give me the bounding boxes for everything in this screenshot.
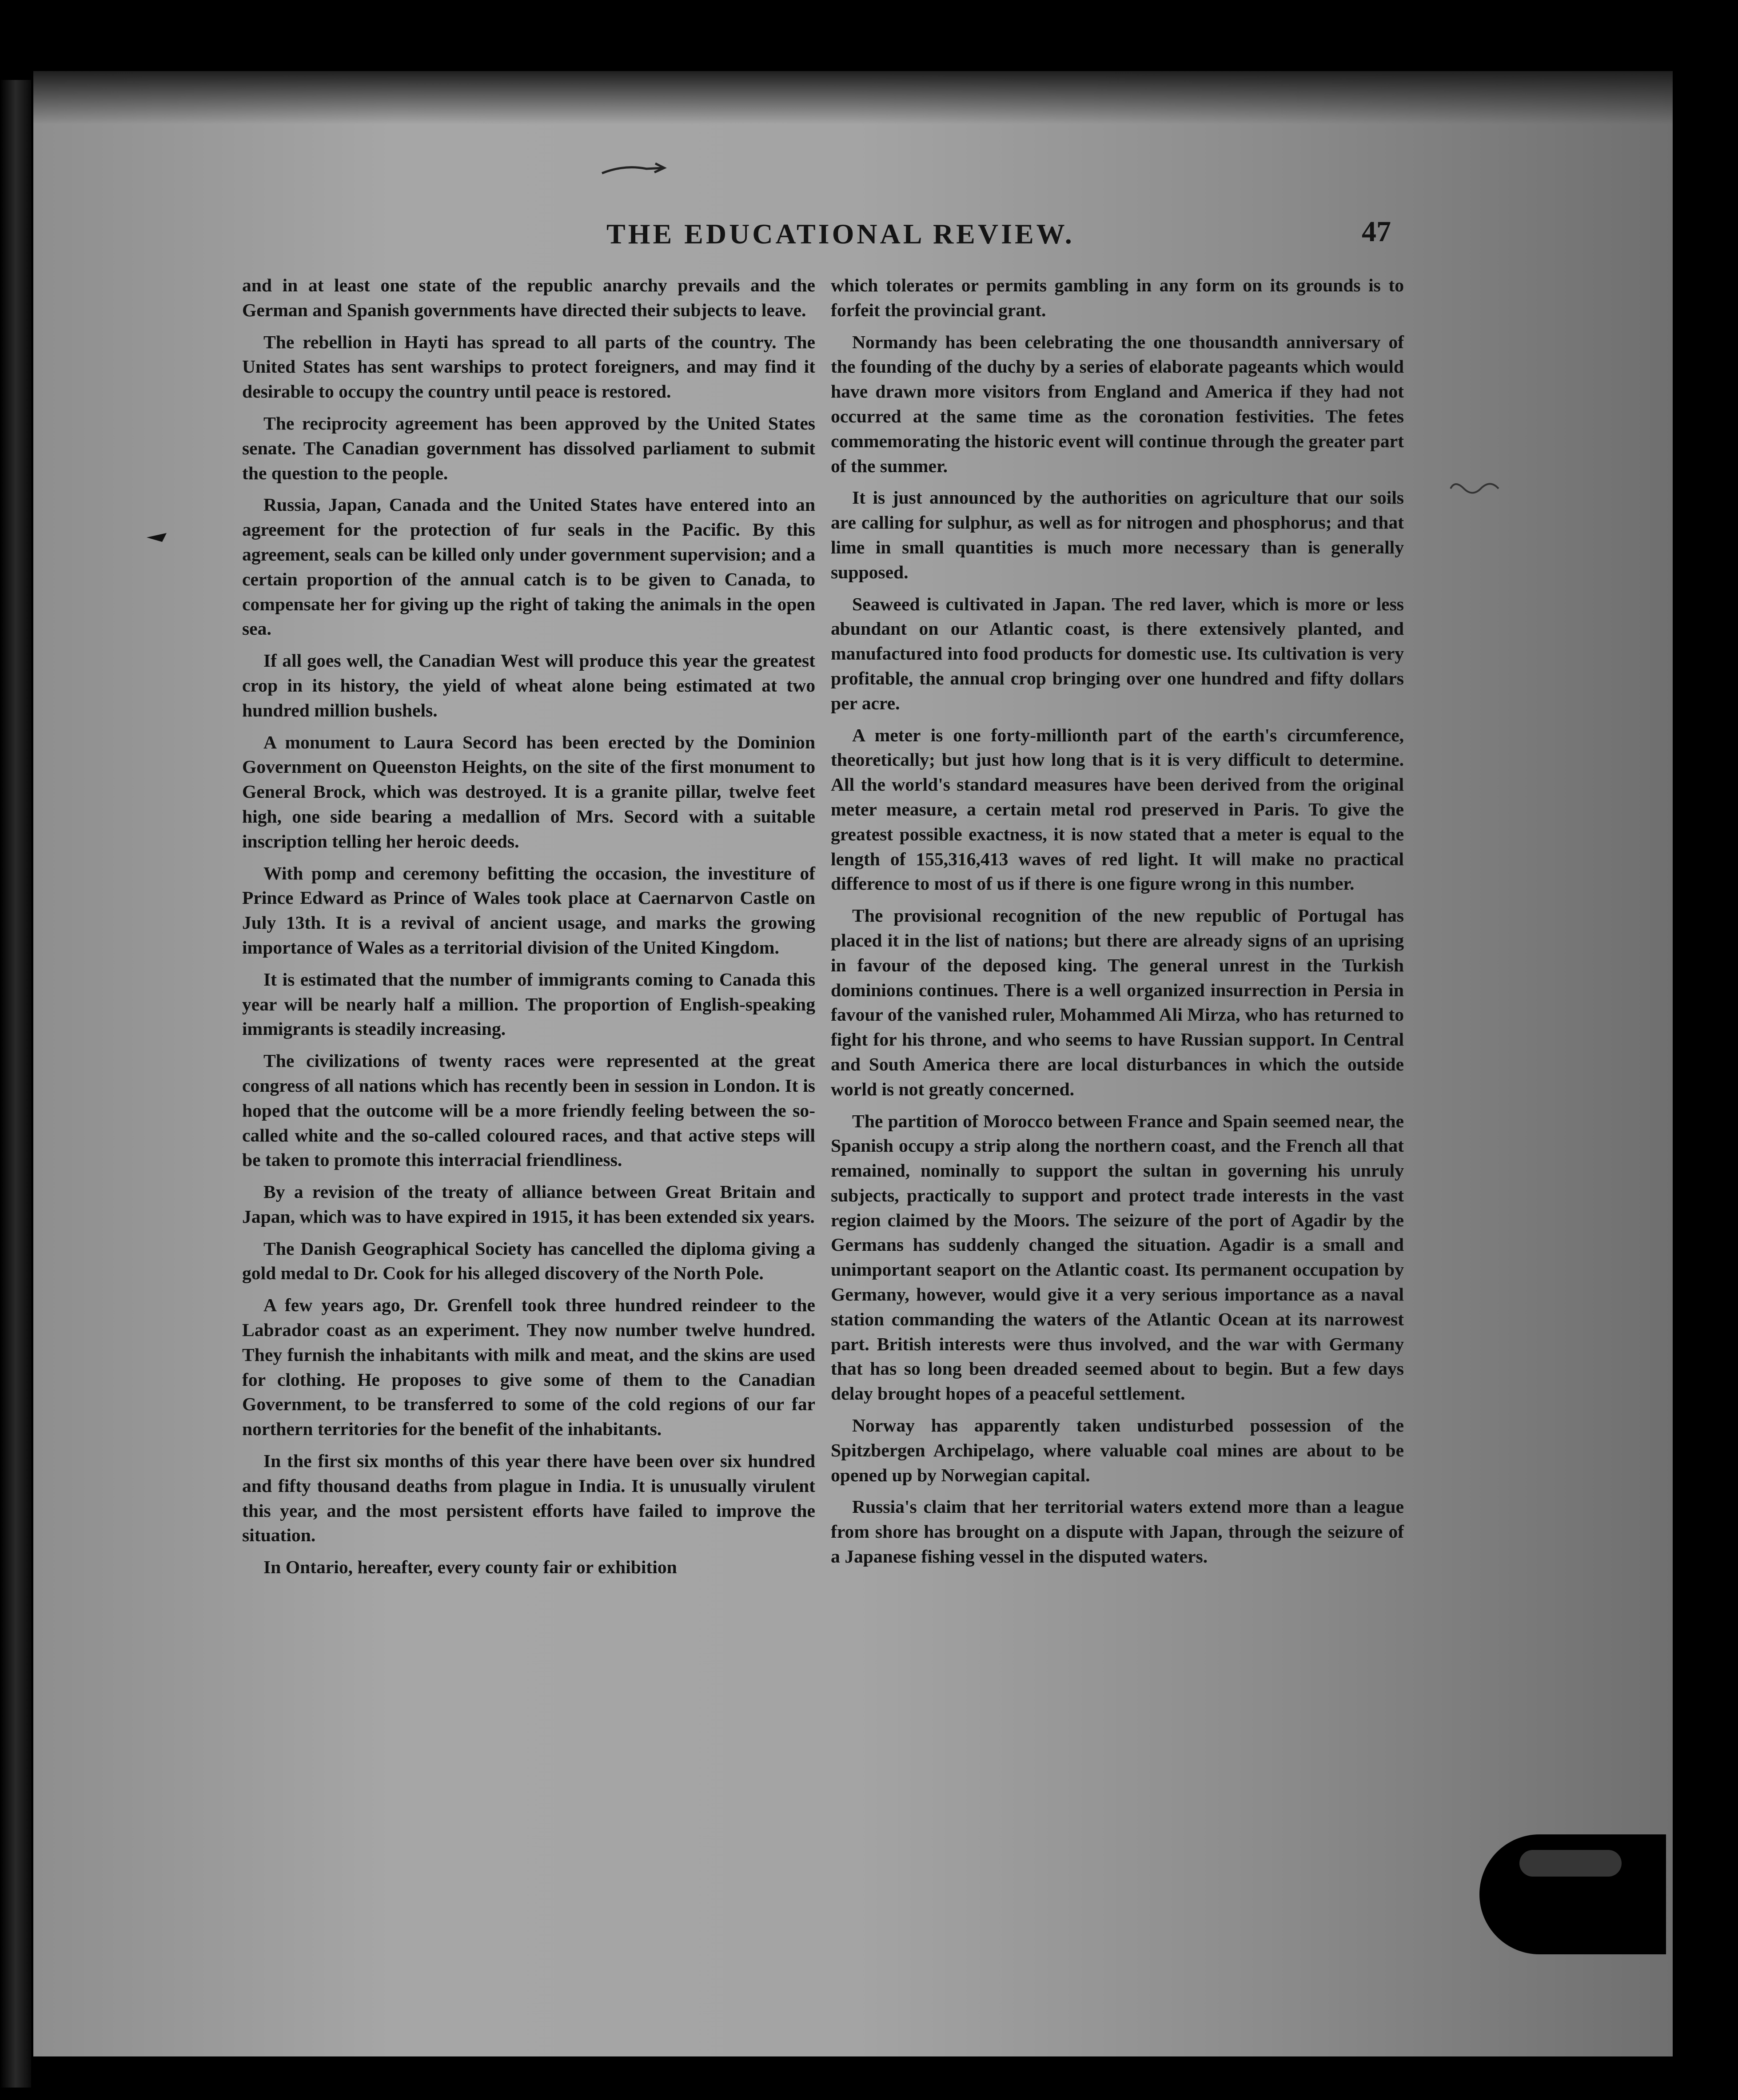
paragraph: which tolerates or permits gambling in any form on its grounds is to forfeit the provincial grant. bbox=[831, 275, 1404, 320]
paragraph: The Danish Geographical Society has cancelled the diploma giving a gold medal to Dr. Cook for his alleged discovery of the North Pole. bbox=[242, 1238, 815, 1284]
pencil-mark-left bbox=[144, 526, 180, 549]
document-page bbox=[33, 71, 1673, 2056]
paragraph: Seaweed is cultivated in Japan. The red laver, which is more or less abundant on our Atlantic coast, is there extensively planted, and manufactured into food products for domestic use. Its cultivation is very profitable, the annual crop bringing over one hundred and fifty dollars per acre. bbox=[831, 593, 1404, 713]
paragraph: It is just announced by the authorities on agriculture that our soils are calling for sulphur, as well as for nitrogen and phosphorus; and that lime in small quantities is much more necessary than is generally supposed. bbox=[831, 487, 1404, 582]
paragraph: The partition of Morocco between France and Spain seemed near, the Spanish occupy a strip along the northern coast, and the French all that remained, nominally to support the sultan in governing his unruly subjects, practically to support and protect trade interests in the vast region claimed by the Moors. The seizure of the port of Agadir by the Germans has suddenly changed the situation. Agadir is a small and unimportant seaport on the Atlantic coast. Its permanent occupation by Germany, however, would give it a very serious importance as a naval station commanding the waters of the Atlantic Ocean at its narrowest part. British interests were thus involved, and the war with Germany that has so long been dreaded seemed about to begin. But a few days delay brought hopes of a peaceful settlement. bbox=[831, 1110, 1404, 1404]
film-border bbox=[0, 80, 31, 2088]
paragraph: Normandy has been celebrating the one thousandth anniversary of the founding of the duchy by a series of elaborate pageants which would have drawn more visitors from England and America if they had not occurred at the same time as the coronation festivities. The fetes commemorating the historic event will continue through the greater part of the summer. bbox=[831, 331, 1404, 476]
right-column bbox=[831, 273, 1404, 1576]
paragraph: In the first six months of this year there have been over six hundred and fifty thousand deaths from plague in India. It is unusually virulent this year, and the most persistent efforts have failed to improve the situation. bbox=[242, 1451, 815, 1546]
paragraph: and in at least one state of the republic anarchy prevails and the German and Spanish governments have directed their subjects to leave. bbox=[242, 275, 815, 320]
paragraph: By a revision of the treaty of alliance between Great Britain and Japan, which was to have expired in 1915, it has been extended six years. bbox=[242, 1181, 815, 1227]
paragraph: The reciprocity agreement has been approved by the United States senate. The Canadian government has dissolved parliament to submit the question to the people. bbox=[242, 413, 815, 483]
pencil-mark-right bbox=[1446, 475, 1504, 502]
paragraph: The civilizations of twenty races were represented at the great congress of all nations which has recently been in session in London. It is hoped that the outcome will be a more friendly feeling between the so-called white and the so-called coloured races, and that active steps will be taken to promote this interracial friendliness. bbox=[242, 1050, 815, 1170]
thumb-highlight bbox=[1519, 1850, 1622, 1877]
paragraph: If all goes well, the Canadian West will produce this year the greatest crop in its history, the yield of wheat alone being estimated at two hundred million bushels. bbox=[242, 650, 815, 720]
paragraph: Russia, Japan, Canada and the United States have entered into an agreement for the protection of fur seals in the Pacific. By this agreement, seals can be killed only under government supervision; and a certain proportion of the annual catch is to be given to Canada, to compensate her for giving up the right of taking the animals in the open sea. bbox=[242, 494, 815, 639]
left-column bbox=[242, 273, 815, 1587]
paragraph: A meter is one forty-millionth part of the earth's circumference, theoretically; but just how long that is it is very difficult to determine. All the world's standard measures have been derived from the original meter measure, a certain metal rod preserved in Paris. To give the greatest possible exactness, it is now stated that a meter is equal to the length of 155,316,413 waves of red light. It will make no practical difference to most of us if there is one figure wrong in this number. bbox=[831, 724, 1404, 894]
paragraph: In Ontario, hereafter, every county fair or exhibition bbox=[263, 1557, 677, 1578]
running-title: THE EDUCATIONAL REVIEW. bbox=[606, 218, 1075, 250]
paragraph: With pomp and ceremony befitting the occasion, the investiture of Prince Edward as Prince of Wales took place at Caernarvon Castle on July 13th. It is a revival of ancient usage, and marks the growing importance of Wales as a territorial division of the United Kingdom. bbox=[242, 863, 815, 958]
paragraph: The rebellion in Hayti has spread to all parts of the country. The United States has sent warships to protect foreigners, and may find it desirable to occupy the country until peace is restored. bbox=[242, 331, 815, 402]
paragraph: Norway has apparently taken undisturbed possession of the Spitzbergen Archipelago, where valuable coal mines are about to be opened up by Norwegian capital. bbox=[831, 1415, 1404, 1485]
paragraph: A few years ago, Dr. Grenfell took three hundred reindeer to the Labrador coast as an experiment. They now number twelve hundred. They furnish the inhabitants with milk and meat, and the skins are used for clothing. He proposes to give some of them to the Canadian Government, to be transferred to some of the cold regions of our far northern territories for the benefit of the inhabitants. bbox=[242, 1295, 815, 1440]
page-number: 47 bbox=[1362, 215, 1391, 248]
paragraph: Russia's claim that her territorial waters extend more than a league from shore has brought on a dispute with Japan, through the seizure of a Japanese fishing vessel in the disputed waters. bbox=[831, 1496, 1404, 1567]
paragraph: It is estimated that the number of immigrants coming to Canada this year will be nearly half a million. The proportion of English-speaking immigrants is steadily increasing. bbox=[242, 969, 815, 1039]
page-top-shadow bbox=[33, 71, 1673, 124]
paragraph: A monument to Laura Secord has been erected by the Dominion Government on Queenston Heights, on the site of the first monument to General Brock, which was destroyed. It is a granite pillar, twelve feet high, one side bearing a medallion of Mrs. Secord with a suitable inscription telling her heroic deeds. bbox=[242, 732, 815, 851]
pencil-mark-top bbox=[598, 155, 686, 182]
paragraph: The provisional recognition of the new republic of Portugal has placed it in the list of nations; but there are already signs of an uprising in favour of the deposed king. The general unrest in the Turkish dominions continues. There is a well organized insurrection in Persia in favour of the vanished ruler, Mohammed Ali Mirza, who has returned to fight for his throne, and who seems to have Russian support. In Central and South America there are local disturbances in which the outside world is not greatly concerned. bbox=[831, 905, 1404, 1099]
